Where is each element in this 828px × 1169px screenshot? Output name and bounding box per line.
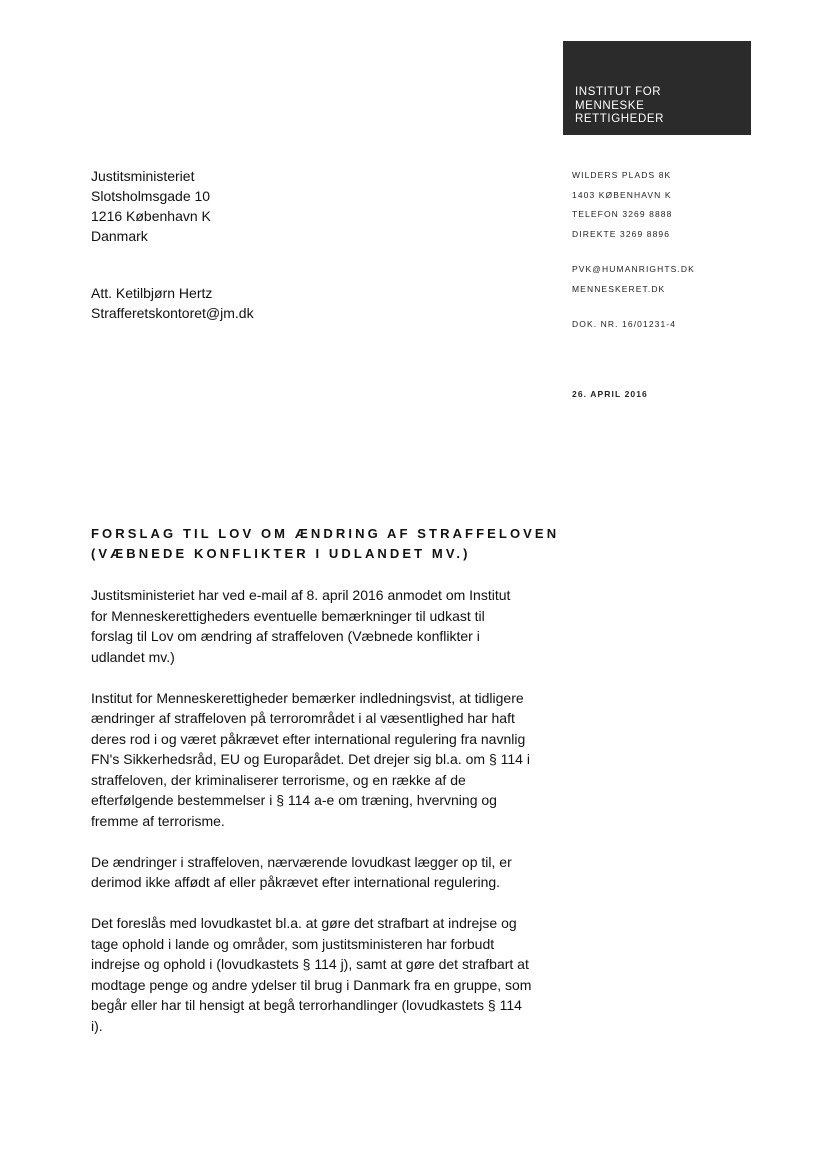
- attention-block: [91, 283, 254, 323]
- sender-website: MENNESKERET.DK: [572, 283, 666, 294]
- paragraph-line: straffeloven, der kriminaliserer terrorisme, og en række af de: [91, 771, 466, 788]
- document-number: DOK. NR. 16/01231-4: [572, 319, 677, 329]
- recipient-address: [91, 166, 211, 246]
- paragraph-line: tage ophold i lande og områder, som justitsministeren har forbudt: [91, 935, 495, 952]
- paragraph: [91, 688, 561, 832]
- attention-email: Strafferetskontoret@jm.dk: [91, 305, 254, 321]
- institute-logo: [563, 41, 751, 135]
- paragraph-line: for Menneskerettigheders eventuelle bemærkninger til udkast til: [91, 607, 485, 624]
- paragraph-line: deres rod i og været påkrævet efter international regulering fra navnlig: [91, 730, 526, 747]
- paragraph: [91, 913, 561, 1036]
- sender-address-line: WILDERS PLADS 8K: [572, 170, 672, 180]
- paragraph: [91, 852, 561, 893]
- recipient-line: Danmark: [91, 228, 148, 244]
- paragraph: [91, 585, 561, 667]
- sender-online: [572, 260, 695, 299]
- sender-direct-phone: DIREKTE 3269 8896: [572, 228, 671, 239]
- sender-address-line: 1403 KØBENHAVN K: [572, 189, 672, 200]
- paragraph-line: indrejse og ophold i (lovudkastets § 114 j), samt at gøre det strafbart at: [91, 956, 529, 972]
- paragraph-line: Justitsministeriet har ved e-mail af 8. april 2016 anmodet om Institut: [91, 587, 511, 603]
- paragraph-line: fremme af terrorisme.: [91, 812, 225, 829]
- sender-phone: TELEFON 3269 8888: [572, 209, 673, 219]
- letter-body: [91, 585, 561, 1057]
- paragraph-line: Institut for Menneskerettigheder bemærker indledningsvist, at tidligere: [91, 689, 524, 706]
- sender-email: PVK@HUMANRIGHTS.DK: [572, 264, 695, 274]
- paragraph-line: efterfølgende bestemmelser i § 114 a-e om træning, hvervning og: [91, 792, 497, 808]
- logo-line: RETTIGHEDER: [575, 113, 665, 125]
- letter-date: 26. APRIL 2016: [572, 389, 648, 399]
- paragraph-line: i).: [91, 1017, 103, 1034]
- paragraph-line: modtage penge og andre ydelser til brug i Danmark fra en gruppe, som: [91, 976, 532, 993]
- paragraph-line: begår eller har til hensigt at begå terrorhandlinger (lovudkastets § 114: [91, 997, 522, 1013]
- attention-name: Att. Ketilbjørn Hertz: [91, 285, 213, 301]
- recipient-line: 1216 København K: [91, 208, 211, 224]
- paragraph-line: derimod ikke affødt af eller påkrævet efter international regulering.: [91, 874, 501, 890]
- recipient-line: Slotsholmsgade 10: [91, 188, 211, 204]
- sender-address: [572, 166, 672, 244]
- paragraph-line: ændringer af straffeloven på terrorområdet i al væsentlighed har haft: [91, 710, 515, 726]
- heading-line: (VÆBNEDE KONFLIKTER I UDLANDET MV.): [91, 546, 471, 561]
- heading-line: FORSLAG TIL LOV OM ÆNDRING AF STRAFFELOVEN: [91, 526, 560, 541]
- paragraph-line: Det foreslås med lovudkastet bl.a. at gøre det strafbart at indrejse og: [91, 915, 517, 931]
- logo-line: INSTITUT FOR: [575, 86, 662, 98]
- paragraph-line: De ændringer i straffeloven, nærværende lovudkast lægger op til, er: [91, 853, 512, 870]
- paragraph-line: udlandet mv.): [91, 648, 175, 665]
- paragraph-line: forslag til Lov om ændring af straffeloven (Væbnede konflikter i: [91, 628, 480, 644]
- letter-heading: [91, 524, 559, 564]
- paragraph-line: FN's Sikkerhedsråd, EU og Europarådet. Det drejer sig bl.a. om § 114 i: [91, 751, 530, 767]
- recipient-line: Justitsministeriet: [91, 168, 195, 184]
- logo-line: MENNESKE: [575, 99, 645, 112]
